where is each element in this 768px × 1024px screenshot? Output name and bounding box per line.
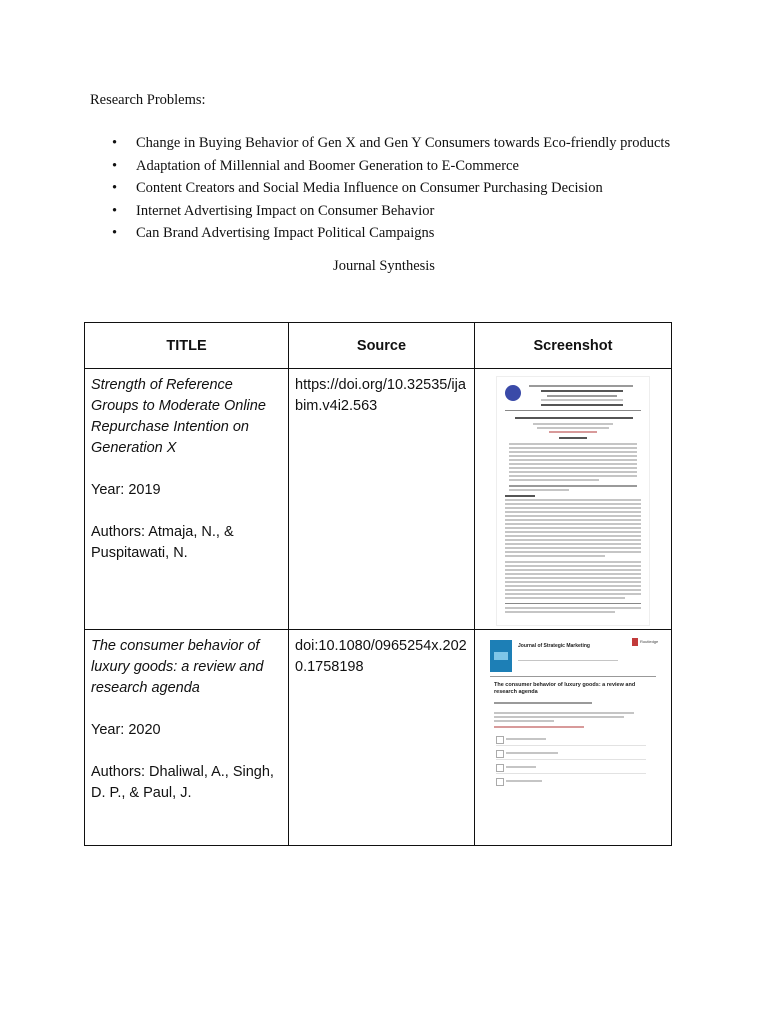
problem-item: • Adaptation of Millennial and Boomer Generation to E-Commerce [112,155,670,178]
problem-item: • Can Brand Advertising Impact Political Campaigns [112,222,670,245]
problem-item: • Change in Buying Behavior of Gen X and Gen Y Consumers towards Eco-friendly products [112,132,670,155]
source-link[interactable]: https://doi.org/10.32535/ijabim.v4i2.563 [295,377,466,414]
journal-synthesis-heading: Journal Synthesis [333,258,435,274]
article-screenshot-image [482,634,664,794]
column-header-title: TITLE [85,323,289,369]
publisher-name: Routledge [640,639,659,644]
title-cell [85,369,289,630]
article-year: Year: 2019 [91,482,161,498]
screenshot-cell [475,369,672,630]
table-row [85,630,672,846]
table-header-row [85,323,672,369]
research-problems-list [112,132,670,245]
source-cell [289,369,475,630]
column-header-screenshot: Screenshot [475,323,672,369]
title-cell [85,630,289,846]
screenshot-cell [475,630,672,846]
article-authors: Authors: Atmaja, N., & Puspitawati, N. [91,524,234,561]
journal-name: Journal of Strategic Marketing [518,643,590,649]
article-screenshot-image [496,376,650,626]
research-problems-heading: Research Problems: [90,92,206,108]
problem-item: • Content Creators and Social Media Influence on Consumer Purchasing Decision [112,177,670,200]
column-header-source: Source [289,323,475,369]
table-row [85,369,672,630]
article-title: Strength of Reference Groups to Moderate Online Repurchase Intention on Generation X [91,377,266,456]
article-authors: Authors: Dhaliwal, A., Singh, D. P., & Paul, J. [91,764,274,801]
journal-logo-icon [505,385,521,401]
article-year: Year: 2020 [91,722,161,738]
routledge-logo-icon [632,638,638,646]
article-title: The consumer behavior of luxury goods: a review and research agenda [91,638,264,696]
source-cell [289,630,475,846]
problem-item: • Internet Advertising Impact on Consumer Behavior [112,200,670,223]
screenshot-article-title: The consumer behavior of luxury goods: a review and research agenda [494,682,636,695]
source-link[interactable]: doi:10.1080/0965254x.2020.1758198 [295,638,467,675]
journal-cover-image [490,640,512,672]
synthesis-table [84,322,672,846]
